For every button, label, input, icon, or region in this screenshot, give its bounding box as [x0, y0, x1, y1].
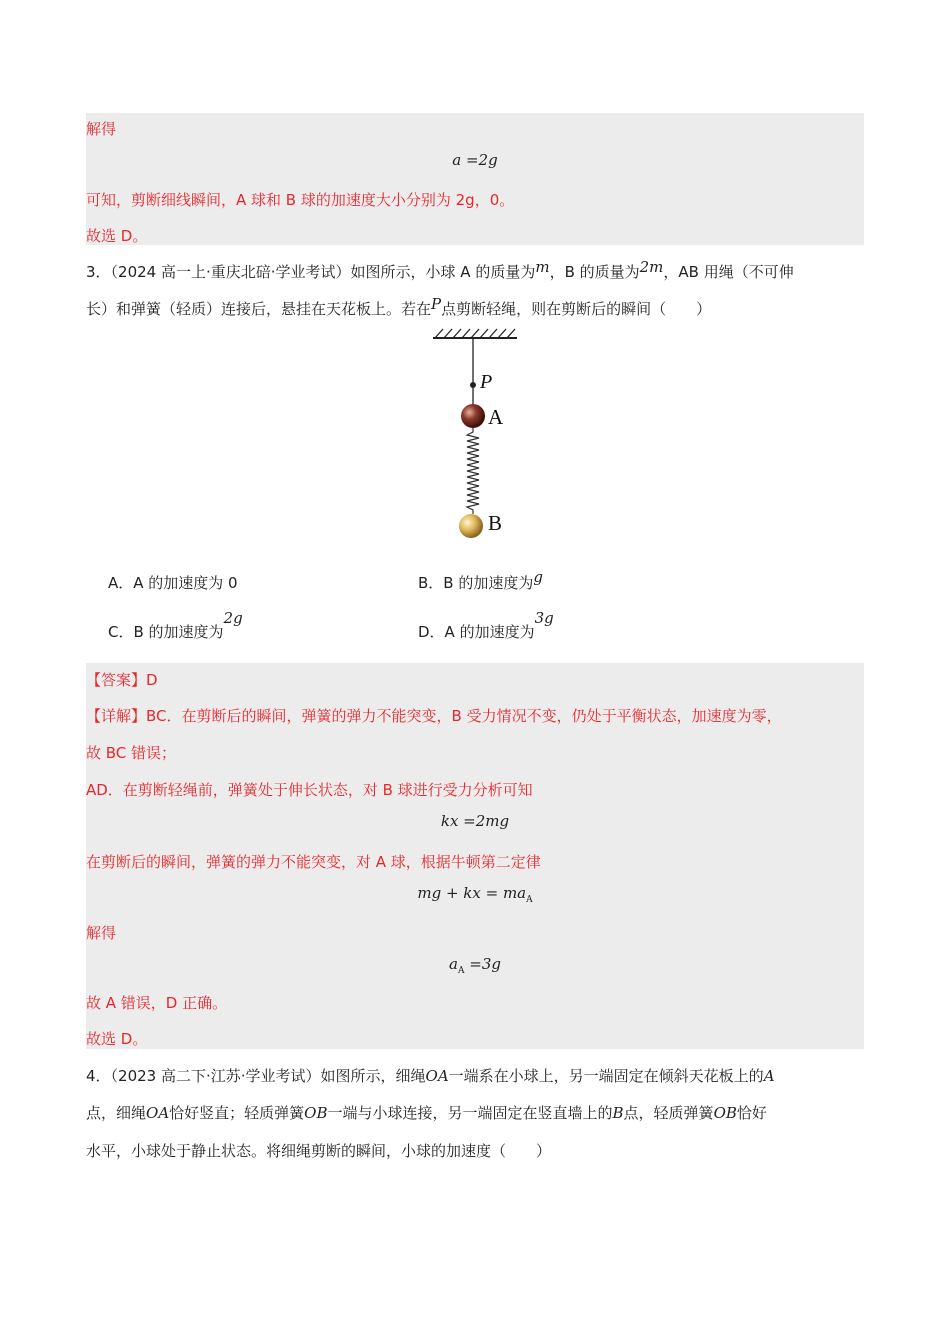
detail-line-2: 故 BC 错误；	[86, 744, 177, 762]
conclusion-text: 可知，剪断细线瞬间，A 球和 B 球的加速度大小分别为 2g，0。	[86, 191, 515, 209]
choice-text-2: 故选 D。	[86, 1030, 148, 1048]
label-B: B	[488, 511, 503, 535]
option-D[interactable]: D．A 的加速度为3g	[418, 609, 554, 641]
ball-B	[459, 514, 483, 538]
option-C-value: 2g	[223, 609, 243, 627]
solve-label-2: 解得	[86, 924, 117, 942]
option-B[interactable]: B．B 的加速度为g	[418, 568, 543, 592]
solve-label: 解得	[86, 120, 117, 138]
label-A: A	[488, 405, 504, 429]
spring	[467, 428, 479, 514]
question-4-line2: 点，细绳OA恰好竖直；轻质弹簧OB一端与小球连接，另一端固定在竖直墙上的B点，轻质弹簧OB恰好	[86, 1104, 767, 1122]
question-4-line1: 4．（2023 高二下·江苏·学业考试）如图所示，细绳OA一端系在小球上，另一端固定在倾斜天花板上的A	[86, 1067, 775, 1085]
result-text: 故 A 错误，D 正确。	[86, 994, 228, 1012]
choice-text: 故选 D。	[86, 227, 148, 245]
option-B-value: g	[533, 568, 543, 586]
answer-text: 【答案】D	[86, 671, 158, 689]
ball-A	[461, 404, 485, 428]
question-number-4: 4．	[86, 1067, 111, 1085]
equation-aA-3g: $a_A =3g$	[449, 955, 501, 976]
option-C[interactable]: C．B 的加速度为2g	[108, 609, 243, 641]
equation-kx-2mg: kx =2mg	[440, 812, 510, 830]
detail-line-3: AD．在剪断轻绳前，弹簧处于伸长状态，对 B 球进行受力分析可知	[86, 781, 533, 799]
question-4-line3: 水平，小球处于静止状态。将细绳剪断的瞬间，小球的加速度（ ）	[86, 1142, 552, 1160]
solution-block-q2	[86, 113, 864, 245]
option-A[interactable]: A．A 的加速度为 0	[108, 574, 238, 592]
question-3-stem-line2: 长）和弹簧（轻质）连接后，悬挂在天花板上。若在P点剪断轻绳，则在剪断后的瞬间（ ）	[86, 295, 712, 318]
var-m: m	[535, 258, 550, 276]
equation-newton: mg + kx = $ma_A$	[417, 884, 533, 905]
question-number: 3．	[86, 263, 111, 281]
question-3-stem-line1: 3．（2024 高一上·重庆北碚·学业考试）如图所示，小球 A 的质量为m，B 的质量为2m，AB 用绳（不可伸	[86, 258, 794, 281]
equation-a-2g: a =2g	[452, 151, 498, 169]
var-P: P	[431, 295, 442, 313]
option-D-value: 3g	[534, 609, 554, 627]
ceiling	[433, 329, 517, 338]
var-2m: 2m	[639, 258, 664, 276]
point-P	[470, 382, 476, 388]
detail-line-1: 【详解】BC．在剪断后的瞬间，弹簧的弹力不能突变，B 受力情况不变，仍处于平衡状态，加速度为零，	[86, 707, 782, 725]
label-P: P	[480, 371, 493, 393]
detail-line-4: 在剪断后的瞬间，弹簧的弹力不能突变，对 A 球，根据牛顿第二定律	[86, 853, 541, 871]
spring-ball-figure	[425, 325, 535, 545]
